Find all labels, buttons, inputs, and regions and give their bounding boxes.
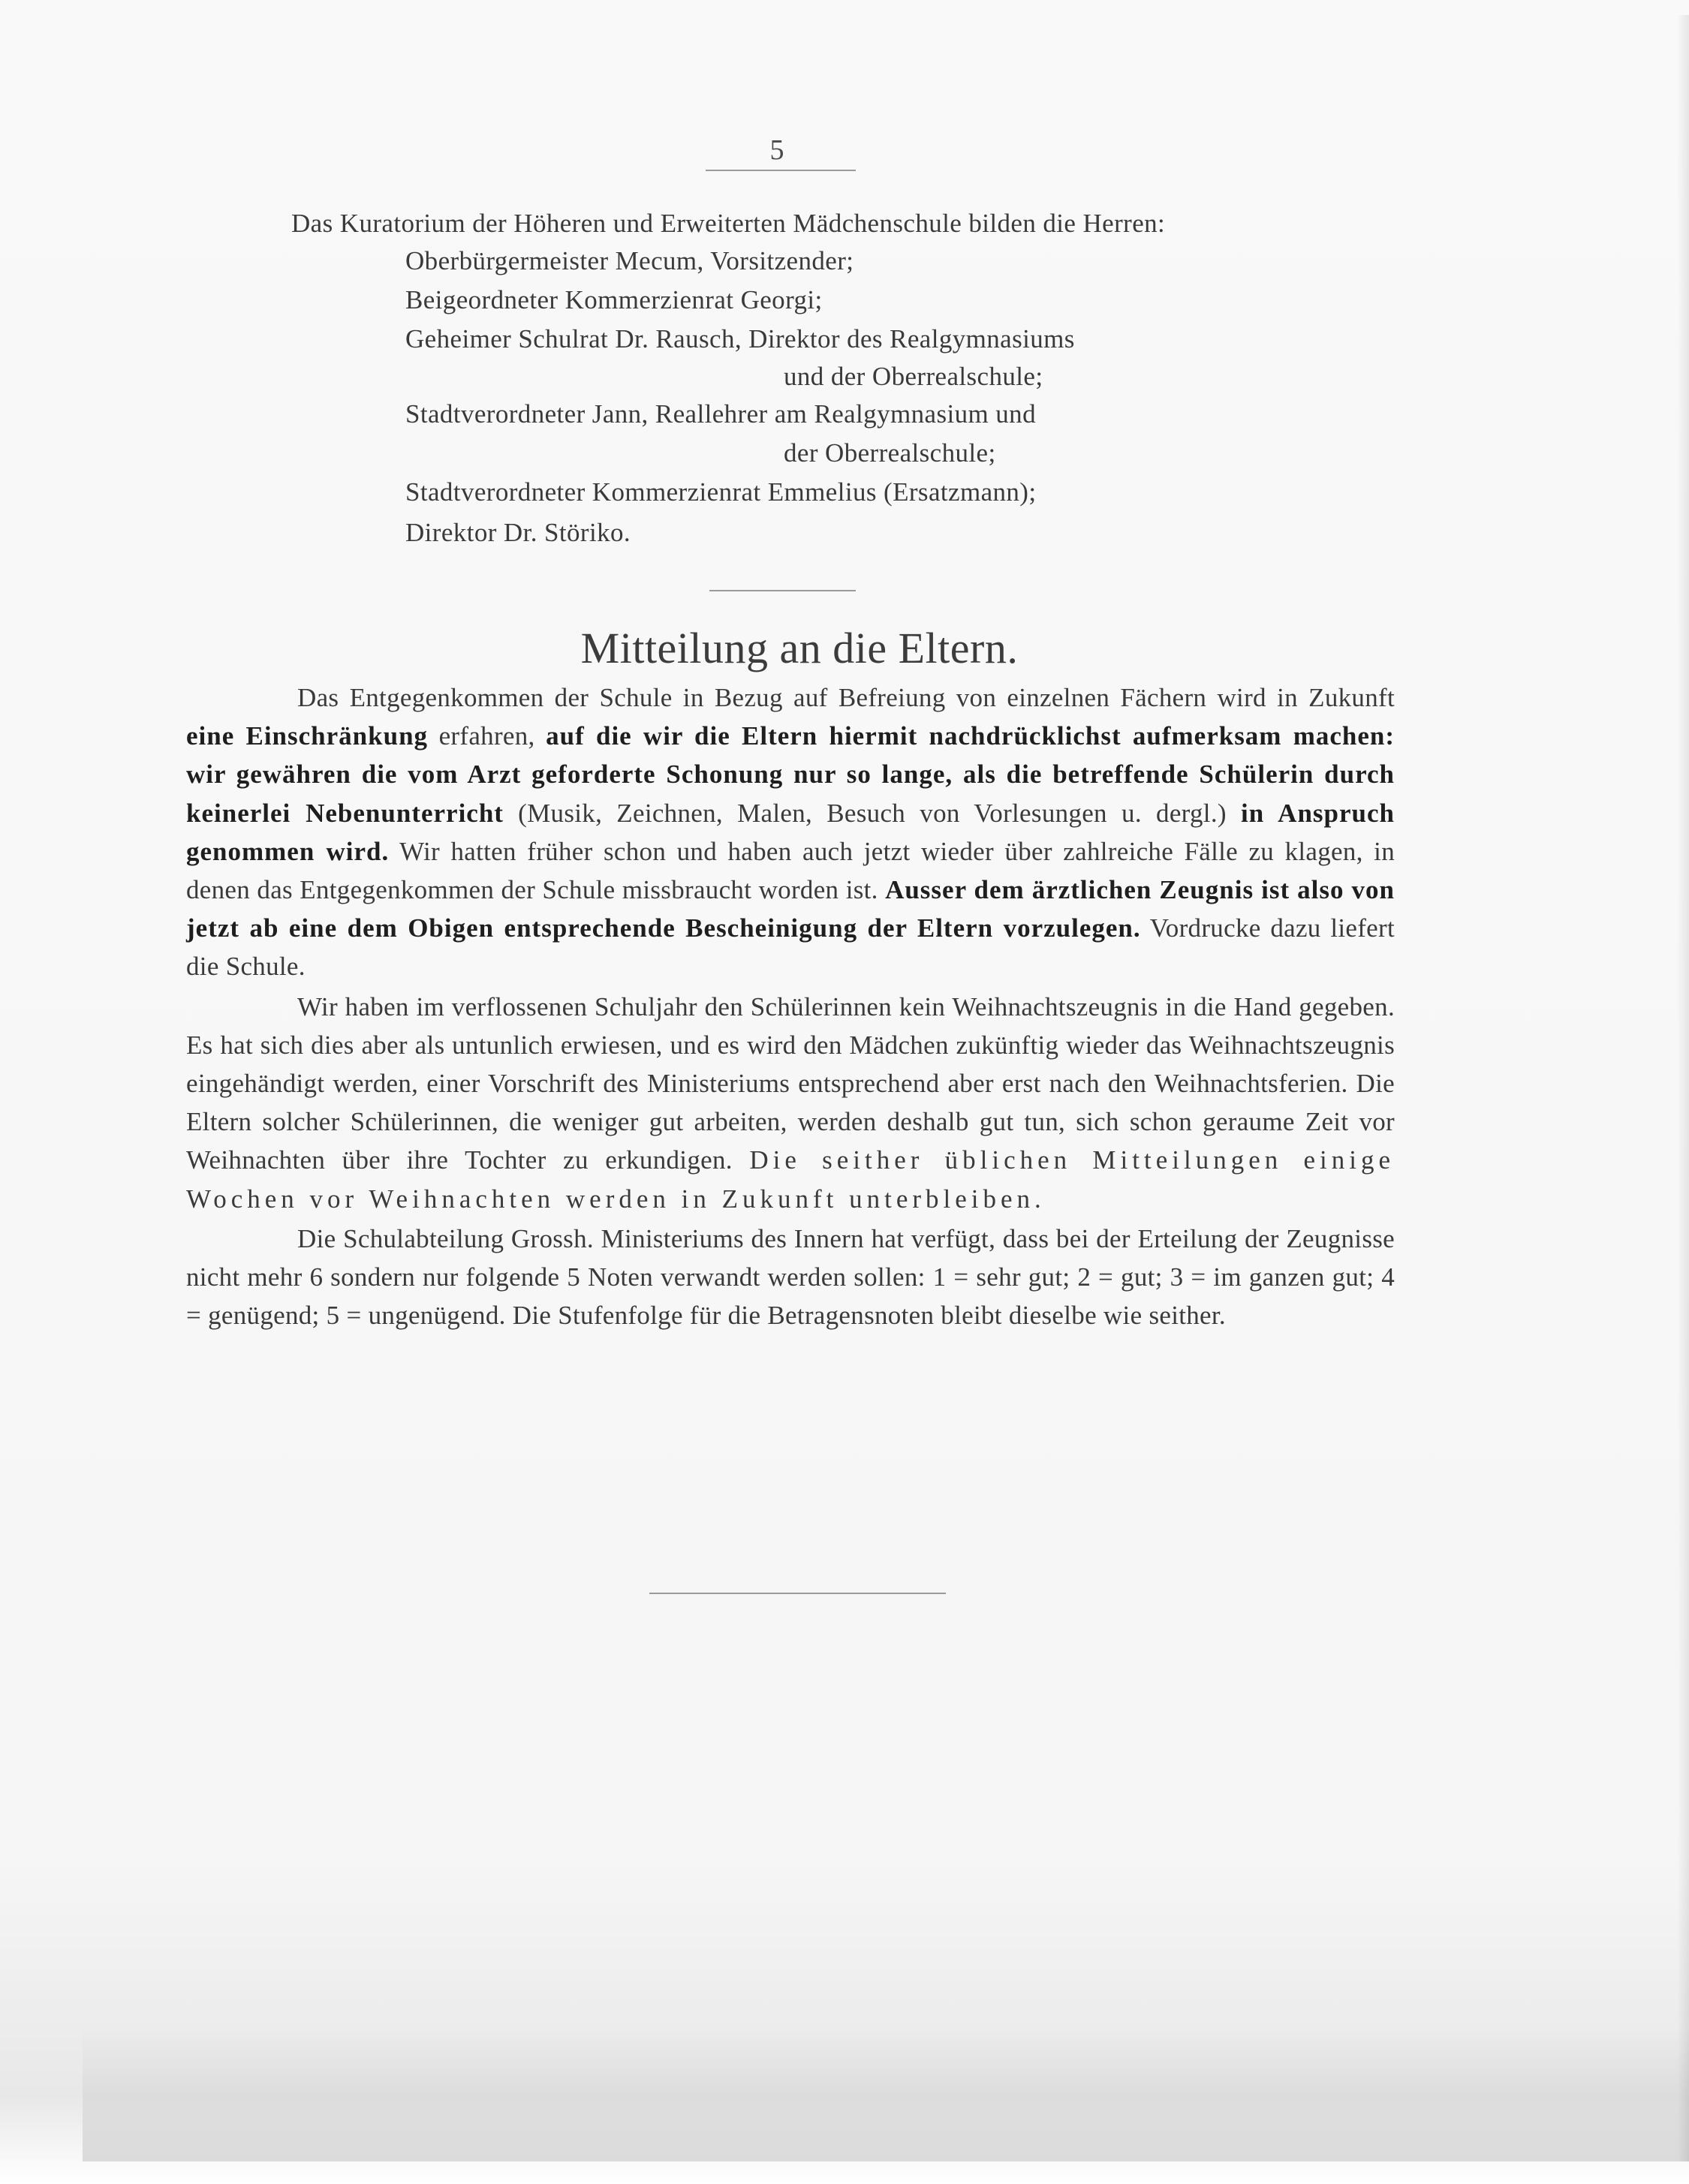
section-heading: Mitteilung an die Eltern. — [580, 624, 1019, 672]
emphasis-run: Ausser dem ärztlichen Zeugnis ist also von jetzt ab eine dem Obigen entsprechende Bescheinigung der Eltern vorzulegen. — [186, 875, 1395, 943]
paragraph-christmas-report — [186, 988, 1395, 1218]
emphasis-run: eine Einschränkung — [186, 721, 429, 751]
text-run: (Musik, Zeichnen, Malen, Besuch von Vorlesungen u. dergl.) — [518, 798, 1227, 828]
kuratorium-member: Geheimer Schulrat Dr. Rausch, Direktor des Realgymnasiums — [405, 324, 1075, 353]
text-run: Vordrucke dazu liefert die Schule. — [186, 913, 1395, 982]
kuratorium-intro: Das Kuratorium der Höheren und Erweiterten Mädchenschule bilden die Herren: — [291, 209, 1166, 238]
spaced-emphasis-run: Die seither üblichen Mitteilungen einige Wochen vor Weihnachten werden in Zukunft unterbleiben. — [186, 1145, 1395, 1214]
paragraph-grading-scale: Die Schulabteilung Grossh. Ministeriums des Innern hat verfügt, dass bei der Erteilung der Zeugnisse nicht mehr 6 sondern nur folgende 5 Noten verwandt werden sollen: 1 = sehr gut; 2 = gut; 3 = im ganzen gut; 4 = genügend; 5 = ungenügend. Die Stufenfolge für die Betragensnoten bleibt dieselbe wie seither. — [186, 1223, 1395, 1331]
kuratorium-member-continued: der Oberrealschule; — [784, 438, 996, 468]
text-run: erfahren, — [438, 721, 535, 751]
kuratorium-member: Oberbürgermeister Mecum, Vorsitzender; — [405, 246, 854, 275]
notice-body — [186, 678, 1395, 1334]
emphasis-run: in Anspruch genommen wird. — [186, 798, 1395, 866]
section-rule — [709, 590, 856, 591]
header-rule — [706, 170, 856, 171]
kuratorium-member: Stadtverordneter Kommerzienrat Emmelius (Ersatzmann); — [405, 477, 1037, 507]
scan-edge — [1677, 15, 1689, 2161]
text-run: Das Entgegenkommen der Schule in Bezug auf Befreiung von einzelnen Fächern wird in Zukunft — [297, 683, 1395, 712]
kuratorium-member: Stadtverordneter Jann, Reallehrer am Realgymnasium und — [405, 399, 1036, 429]
text-run: Wir haben im verflossenen Schuljahr den Schülerinnen kein Weihnachtszeugnis in die Hand gegeben. Es hat sich dies aber als untunlich erwiesen, und es wird den Mädchen zukünftig wieder das Weihnachtszeugnis eingehändigt werden, einer Vorschrift des Ministeriums entsprechend aber erst nach den Weihnachtsferien. Die Eltern solcher Schülerinnen, die weniger gut arbeiten, werden deshalb gut tun, sich schon geraume Zeit vor Weihnachten über ihre Tochter zu erkundigen. — [186, 991, 1395, 1175]
kuratorium-member: Direktor Dr. Störiko. — [405, 518, 631, 547]
scan-shadow — [83, 2026, 1689, 2161]
kuratorium-member: Beigeordneter Kommerzienrat Georgi; — [405, 285, 823, 314]
emphasis-run: auf die wir die Eltern hiermit nachdrücklichst aufmerksam machen: wir gewähren die vom Arzt geforderte Schonung nur so lange, als die betreffende Schülerin durch keinerlei Nebenunterricht — [186, 721, 1395, 828]
kuratorium-member-continued: und der Oberrealschule; — [784, 362, 1043, 391]
page-number: 5 — [769, 134, 784, 166]
paragraph-exemptions — [186, 678, 1395, 986]
text-run: Wir hatten früher schon und haben auch jetzt wieder über zahlreiche Fälle zu klagen, in denen das Entgegenkommen der Schule missbraucht worden ist. — [186, 836, 1395, 905]
end-rule — [649, 1593, 946, 1594]
